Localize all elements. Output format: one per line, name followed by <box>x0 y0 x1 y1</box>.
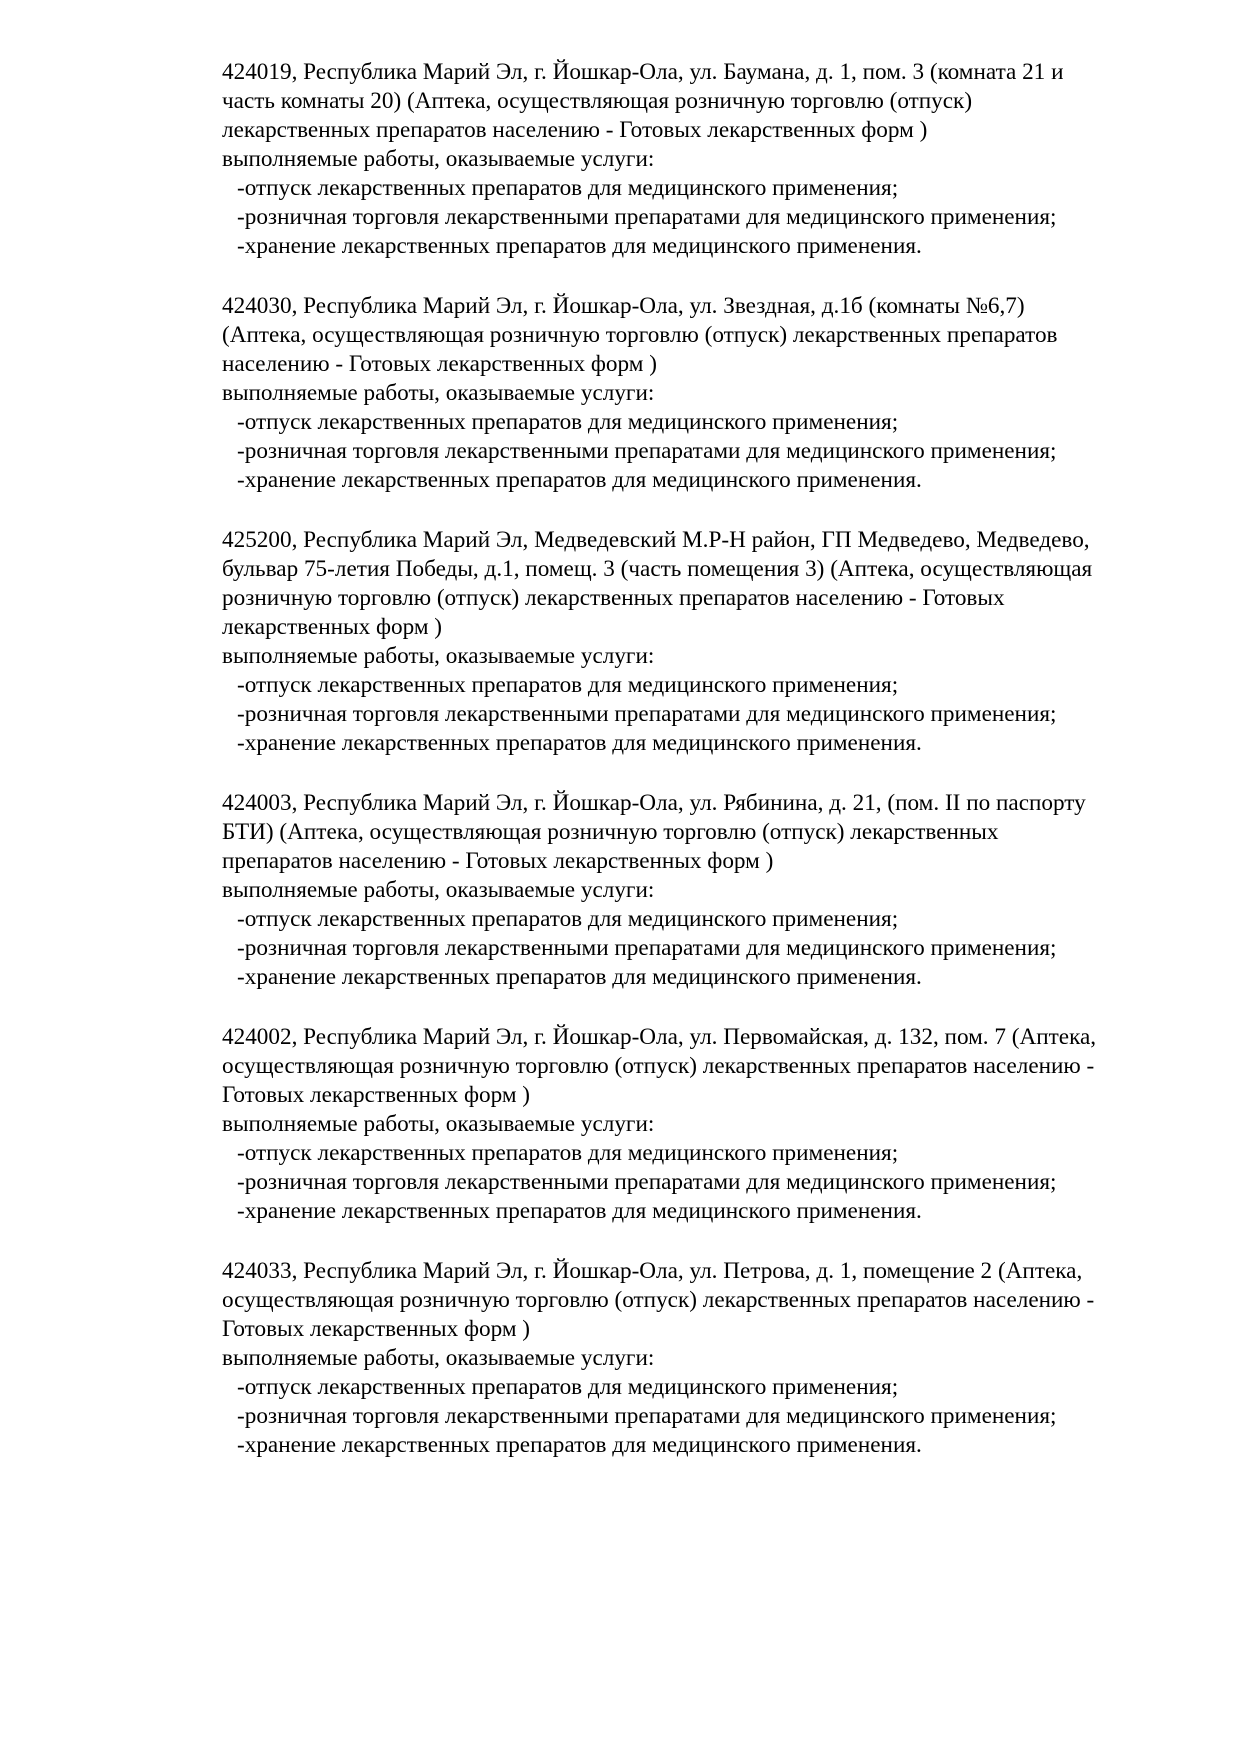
address-text: 424030, Республика Марий Эл, г. Йошкар-Ола, ул. Звездная, д.1б (комнаты №6,7) (Аптека, осуществляющая розничную торговлю (отпуск) лекарственных препаратов населению - Готовых лекарственных форм ) <box>222 293 1058 377</box>
service-item: -хранение лекарственных препаратов для медицинского применения. <box>237 233 922 259</box>
service-item: -розничная торговля лекарственными препаратами для медицинского применения; <box>237 701 1057 727</box>
service-item: -хранение лекарственных препаратов для медицинского применения. <box>237 467 922 493</box>
address-text: 424003, Республика Марий Эл, г. Йошкар-Ола, ул. Рябинина, д. 21, (пом. II по паспорту БТИ) (Аптека, осуществляющая розничную торговлю (отпуск) лекарственных препаратов населению - Готовых лекарственных форм ) <box>222 790 1086 874</box>
service-item: -розничная торговля лекарственными препаратами для медицинского применения; <box>237 438 1057 464</box>
service-item: -розничная торговля лекарственными препаратами для медицинского применения; <box>237 935 1057 961</box>
service-item: -розничная торговля лекарственными препаратами для медицинского применения; <box>237 1403 1057 1429</box>
address-text: 424002, Республика Марий Эл, г. Йошкар-Ола, ул. Первомайская, д. 132, пом. 7 (Аптека, осуществляющая розничную торговлю (отпуск) лекарственных препаратов населению - Готовых лекарственных форм ) <box>222 1024 1097 1108</box>
services-list <box>222 1139 1182 1226</box>
address-entry-3 <box>222 526 1182 758</box>
address-text: 424019, Республика Марий Эл, г. Йошкар-Ола, ул. Баумана, д. 1, пом. 3 (комната 21 и часть комнаты 20) (Аптека, осуществляющая розничную торговлю (отпуск) лекарственных препаратов населению - Готовых лекарственных форм ) <box>222 59 1064 143</box>
service-item: -отпуск лекарственных препаратов для медицинского применения; <box>237 1140 899 1166</box>
service-item: -отпуск лекарственных препаратов для медицинского применения; <box>237 175 899 201</box>
services-header: выполняемые работы, оказываемые услуги: <box>222 1345 655 1371</box>
services-header: выполняемые работы, оказываемые услуги: <box>222 1111 655 1137</box>
services-list <box>222 174 1182 261</box>
services-header: выполняемые работы, оказываемые услуги: <box>222 380 655 406</box>
service-item: -отпуск лекарственных препаратов для медицинского применения; <box>237 672 899 698</box>
address-entry-5 <box>222 1023 1182 1226</box>
service-item: -хранение лекарственных препаратов для медицинского применения. <box>237 730 922 756</box>
service-item: -хранение лекарственных препаратов для медицинского применения. <box>237 964 922 990</box>
address-entry-2 <box>222 292 1182 495</box>
services-list <box>222 905 1182 992</box>
services-list <box>222 408 1182 495</box>
service-item: -отпуск лекарственных препаратов для медицинского применения; <box>237 409 899 435</box>
service-item: -отпуск лекарственных препаратов для медицинского применения; <box>237 1374 899 1400</box>
address-text: 424033, Республика Марий Эл, г. Йошкар-Ола, ул. Петрова, д. 1, помещение 2 (Аптека, осуществляющая розничную торговлю (отпуск) лекарственных препаратов населению - Готовых лекарственных форм ) <box>222 1258 1095 1342</box>
license-addresses-list <box>222 58 1182 1491</box>
services-header: выполняемые работы, оказываемые услуги: <box>222 643 655 669</box>
services-list <box>222 671 1182 758</box>
service-item: -хранение лекарственных препаратов для медицинского применения. <box>237 1198 922 1224</box>
address-entry-4 <box>222 789 1182 992</box>
services-header: выполняемые работы, оказываемые услуги: <box>222 877 655 903</box>
services-list <box>222 1373 1182 1460</box>
service-item: -хранение лекарственных препаратов для медицинского применения. <box>237 1432 922 1458</box>
address-entry-6 <box>222 1257 1182 1460</box>
service-item: -отпуск лекарственных препаратов для медицинского применения; <box>237 906 899 932</box>
service-item: -розничная торговля лекарственными препаратами для медицинского применения; <box>237 204 1057 230</box>
address-text: 425200, Республика Марий Эл, Медведевский М.Р-Н район, ГП Медведево, Медведево, бульвар 75-летия Победы, д.1, помещ. 3 (часть помещения 3) (Аптека, осуществляющая розничную торговлю (отпуск) лекарственных препаратов населению - Готовых лекарственных форм ) <box>222 527 1093 640</box>
address-entry-1 <box>222 58 1182 261</box>
service-item: -розничная торговля лекарственными препаратами для медицинского применения; <box>237 1169 1057 1195</box>
services-header: выполняемые работы, оказываемые услуги: <box>222 146 655 172</box>
